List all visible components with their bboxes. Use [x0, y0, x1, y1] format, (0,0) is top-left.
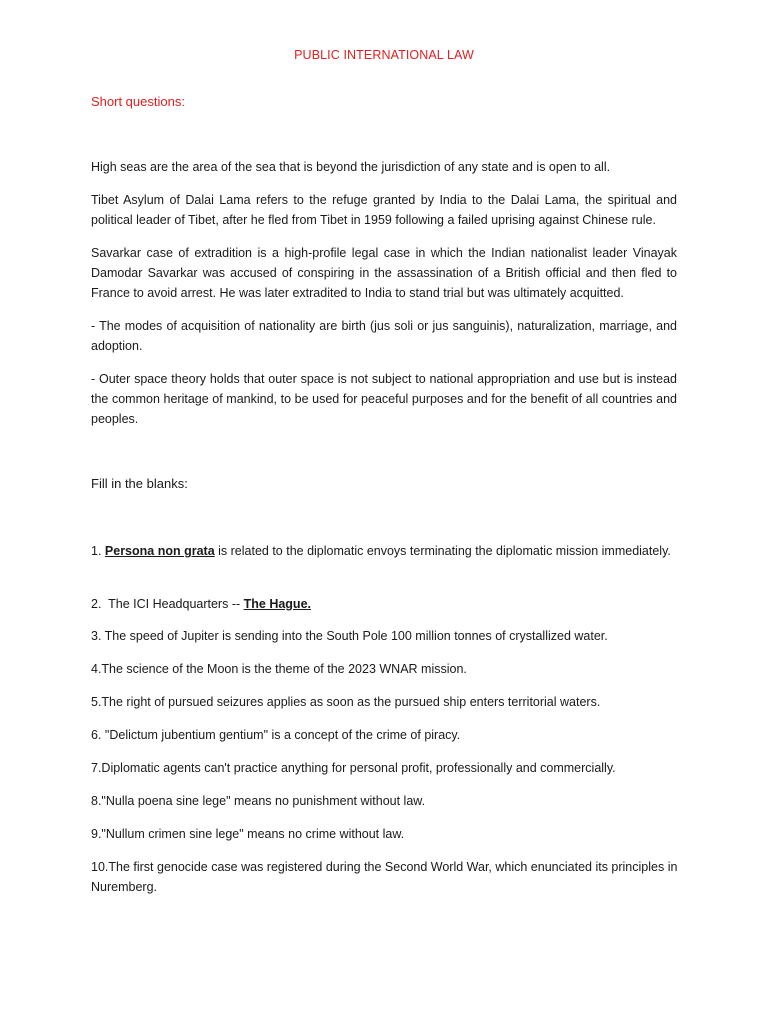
paragraph-savarkar-case: Savarkar case of extradition is a high-profile legal case in which the Indian nationalist leader Vinayak Damodar Savarkar was accused of conspiring in the assassination of a British official and then fled to France to avoid arrest. He was later extradited to India to stand trial but was ultimately acquitted.: [91, 246, 677, 300]
paragraph-nationality-modes: - The modes of acquisition of nationality are birth (jus soli or jus sanguinis), naturalization, marriage, and adoption.: [91, 319, 677, 353]
fill-item-1: [91, 541, 681, 561]
fill-in-blanks-heading: Fill in the blanks:: [91, 476, 188, 491]
fill-item-1-answer: Persona non grata: [104, 544, 215, 558]
short-questions-heading: Short questions:: [91, 94, 185, 109]
document-title: PUBLIC INTERNATIONAL LAW: [294, 48, 474, 62]
fill-item-1-suffix: is related to the diplomatic envoys terminating the diplomatic mission immediately.: [214, 544, 671, 558]
fill-item-2: [91, 594, 681, 614]
fill-item-4: 4.The science of the Moon is the theme of the 2023 WNAR mission.: [91, 662, 467, 676]
fill-item-9: 9."Nullum crimen sine lege" means no crime without law.: [91, 827, 405, 841]
fill-item-6: 6. "Delictum jubentium gentium" is a concept of the crime of piracy.: [91, 728, 461, 742]
fill-item-3: 3. The speed of Jupiter is sending into the South Pole 100 million tonnes of crystallized water.: [91, 629, 608, 643]
fill-item-8: 8."Nulla poena sine lege" means no punishment without law.: [91, 794, 426, 808]
paragraph-high-seas: High seas are the area of the sea that is beyond the jurisdiction of any state and is open to all.: [91, 160, 611, 174]
fill-item-10: 10.The first genocide case was registered during the Second World War, which enunciated its principles in Nuremberg.: [91, 860, 678, 894]
fill-item-2-prefix: 2. The ICI Headquarters --: [91, 597, 244, 611]
paragraph-tibet-asylum: Tibet Asylum of Dalai Lama refers to the refuge granted by India to the Dalai Lama, the spiritual and political leader of Tibet, after he fled from Tibet in 1959 following a failed uprising against Chinese rule.: [91, 193, 677, 227]
paragraph-outer-space: - Outer space theory holds that outer space is not subject to national appropriation and use but is instead the common heritage of mankind, to be used for peaceful purposes and for the benefit of all countries and peoples.: [91, 372, 677, 426]
fill-item-5: 5.The right of pursued seizures applies as soon as the pursued ship enters territorial waters.: [91, 695, 601, 709]
fill-item-2-answer: The Hague.: [243, 597, 311, 611]
fill-item-1-prefix: 1.: [91, 544, 105, 558]
fill-item-7: 7.Diplomatic agents can't practice anything for personal profit, professionally and commercially.: [91, 761, 616, 775]
